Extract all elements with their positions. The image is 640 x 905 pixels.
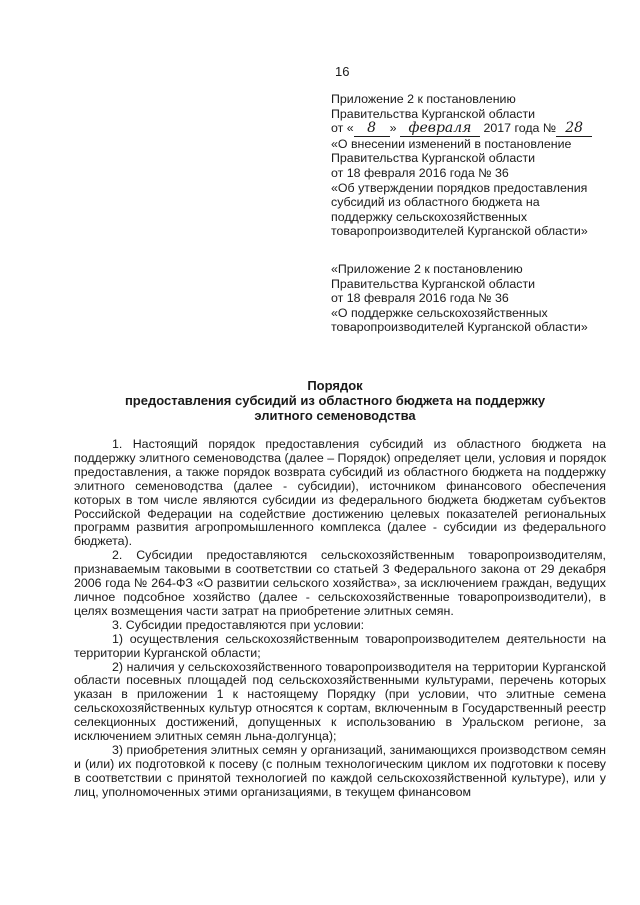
title-line: элитного семеноводства xyxy=(254,407,416,423)
appendix-header xyxy=(331,92,631,239)
appendix-header-line: «О внесении изменений в постановление xyxy=(331,136,572,151)
paragraph: 3) приобретения элитных семян у организаций, занимающихся производством семян и (или) их подготовкой к посеву (с полным технологическим циклом их подготовки к посеву в соответствии с принятой технологией по каждой сельскохозяйственной культуре), или у лиц, уполномоченных этими организациями, в текущем финансовом xyxy=(74,742,606,799)
date-prefix: от « xyxy=(331,121,354,136)
handwritten-month: февраля xyxy=(400,121,480,137)
handwritten-number: 28 xyxy=(556,121,592,137)
appendix-header-line: товаропроизводителей Курганской области» xyxy=(331,224,588,239)
inner-header-line: «О поддержке сельскохозяйственных xyxy=(331,305,548,320)
paragraph: 1) осуществления сельскохозяйственным товаропроизводителем деятельности на территории Курганской области; xyxy=(74,631,606,660)
appendix-header-line: поддержку сельскохозяйственных xyxy=(331,209,528,224)
appendix-header-line: Приложение 2 к постановлению xyxy=(331,92,516,106)
appendix-date-line xyxy=(331,121,631,137)
paragraph: 3. Субсидии предоставляются при условии: xyxy=(112,617,365,632)
date-suffix: 2017 года № xyxy=(483,121,557,136)
appendix-header-line: субсидий из областного бюджета на xyxy=(331,195,540,210)
appendix-header-line: от 18 февраля 2016 года № 36 xyxy=(331,165,509,180)
inner-header-line: «Приложение 2 к постановлению xyxy=(331,262,523,276)
paragraph: 1. Настоящий порядок предоставления субсидий из областного бюджета на поддержку элитного семеноводства (далее – Порядок) определяет цели, условия и порядок предоставления, а также порядок возврата субсидий из областного бюджета на поддержку элитного семеноводства (далее - субсидии), источником финансового обеспечения которых в том числе являются субсидии из федерального бюджета бюджетам субъектов Российской Федерации на содействие достижению целевых показателей региональных программ развития агропромышленного комплекса (далее - субсидии из федерального бюджета). xyxy=(74,437,606,549)
document-body xyxy=(74,438,606,800)
inner-header-line: товаропроизводителей Курганской области» xyxy=(331,320,588,335)
inner-header-line: от 18 февраля 2016 года № 36 xyxy=(331,291,509,306)
title-line: предоставления субсидий из областного бюджета на поддержку xyxy=(124,392,546,408)
appendix-header-line: Правительства Курганской области xyxy=(331,151,536,166)
appendix-header-line: «Об утверждении порядков предоставления xyxy=(331,180,588,195)
title-line: Порядок xyxy=(307,378,363,393)
handwritten-day: 8 xyxy=(354,121,390,137)
paragraph: 2) наличия у сельскохозяйственного товаропроизводителя на территории Курганской области посевных площадей под сельскохозяйственными культурами, перечень которых указан в приложении 1 к настоящему Порядку (при условии, что элитные семена сельскохозяйственных культур относятся к сортам, включенным в Государственный реестр селекционных достижений, допущенных к использованию в Уральском регионе, за исключением элитных семян льна-долгунца); xyxy=(74,659,606,744)
document-title xyxy=(80,379,590,423)
inner-header-line: Правительства Курганской области xyxy=(331,276,536,291)
date-mid: » xyxy=(389,121,397,136)
appendix-header-line: Правительства Курганской области xyxy=(331,106,536,121)
paragraph: 2. Субсидии предоставляются сельскохозяйственным товаропроизводителям, признаваемым таковыми в соответствии со статьей 3 Федерального закона от 29 декабря 2006 года № 264-ФЗ «О развитии сельского хозяйства», за исключением граждан, ведущих личное подсобное хозяйство (далее - сельскохозяйственные товаропроизводители), в целях возмещения части затрат на приобретение элитных семян. xyxy=(74,548,606,618)
inner-appendix-header xyxy=(331,262,631,335)
page-number: 16 xyxy=(335,64,350,79)
